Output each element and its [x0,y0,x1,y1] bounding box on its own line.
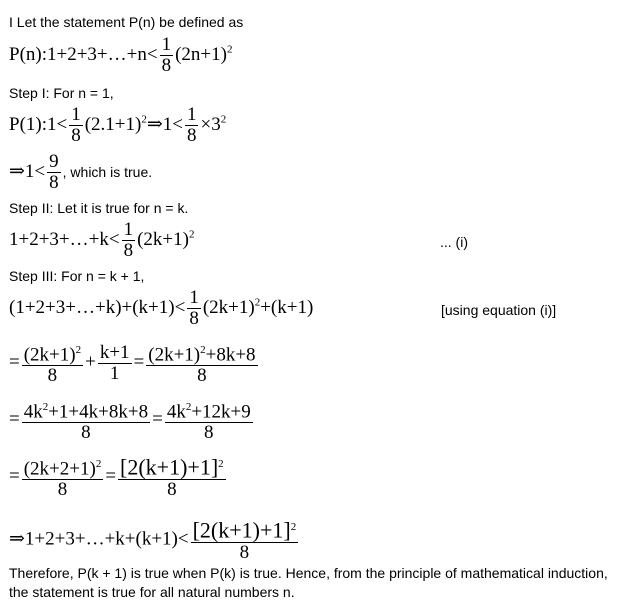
l1-fraction-a [22,340,83,386]
statement-rhs: (2n+1) [175,43,227,65]
l3-fraction-a [22,454,104,500]
step2-rhs: (2k+1) [137,228,189,250]
implies-equation [9,152,152,193]
equals-sign: = [133,351,145,373]
fraction-denominator: 8 [161,55,172,76]
step1-implies: ⇒1< [146,113,183,135]
derivation-line-2 [9,397,255,443]
equals-sign: = [9,465,20,487]
derivation-line-3 [9,454,228,500]
exponent: 2 [95,458,102,470]
fraction-denominator: 8 [22,422,150,443]
exponent: 2 [185,401,192,413]
plus-sign: + [85,351,96,373]
which-is-true-text: , which is true. [62,163,153,180]
equals-sign: = [9,351,20,373]
step1-fraction [69,105,83,146]
exponent: 2 [200,344,206,356]
l1-c-num-a: (2k+1) [148,344,201,366]
step2-label: Step II: Let it is true for n = k. [9,200,189,216]
step3-rhs: (2k+1) [202,296,255,318]
intro-text: I Let the statement P(n) be defined as [9,14,244,30]
exponent: 2 [220,113,227,126]
step2-equation [9,220,194,261]
exponent: 2 [218,458,224,470]
fraction-numerator [146,340,257,365]
step2-fraction [122,220,136,261]
exponent: 2 [254,296,261,309]
fraction-numerator [118,454,226,479]
step3-label: Step III: For n = k + 1, [9,268,145,284]
fraction-denominator: 8 [186,125,197,146]
step1-lhs: P(1):1< [9,113,68,135]
equation-reference-i: ... (i) [440,234,468,250]
l3-fraction-b [118,454,226,500]
nine-eighths-fraction [47,152,61,193]
fraction-denominator: 8 [49,172,59,193]
fraction-numerator [22,397,150,422]
fraction-denominator: 8 [191,542,299,563]
l3-a-numerator: (2k+2+1) [23,458,96,480]
l2-a-num-a: 4k [23,401,43,423]
fraction-numerator: 1 [123,219,134,240]
equals-sign: = [105,465,117,487]
fraction-numerator: 1 [161,34,172,55]
fraction-denominator: 1 [98,363,132,384]
fraction-denominator: 8 [71,125,81,146]
final-fraction [191,517,299,563]
conclusion-text: Therefore, P(k + 1) is true when P(k) is true. Hence, from the principle of mathematical induction, the statement is true for all natural numbers n. [9,565,608,600]
exponent: 2 [290,521,297,533]
statement-fraction [160,35,174,76]
fraction-denominator: 8 [118,479,226,500]
step3-lhs: (1+2+3+…+k)+(k+1)< [9,296,186,318]
fraction-numerator [22,454,104,479]
step1-equation [9,105,226,146]
equals-sign: = [152,408,163,430]
fraction-numerator: 1 [71,104,81,125]
fraction-numerator [22,340,83,365]
l1-a-numerator: (2k+1) [23,344,76,366]
fraction-denominator: 8 [189,308,199,329]
final-numerator: [2(k+1)+1] [192,517,291,543]
l1-c-num-b: +8k+8 [205,344,256,366]
step1-fraction-2 [185,105,199,146]
l1-fraction-c [146,340,257,386]
fraction-numerator [165,397,253,422]
l2-b-num-a: 4k [166,401,186,423]
step3-fraction [187,288,201,329]
fraction-denominator: 8 [165,422,253,443]
l2-fraction-b [165,397,253,443]
step2-lhs: 1+2+3+…+k< [9,228,120,250]
statement-lhs: P(n):1+2+3+…+n< [9,43,158,65]
step3-equation [9,288,313,329]
fraction-denominator: 8 [22,365,83,386]
using-equation-note: [using equation (i)] [441,302,557,318]
derivation-line-1 [9,340,260,386]
fraction-denominator: 8 [123,240,134,261]
exponent: 2 [42,401,49,413]
exponent: 2 [226,43,233,56]
final-lhs: ⇒1+2+3+…+k+(k+1)< [9,528,189,550]
l2-a-num-b: +1+4k+8k+8 [48,401,149,423]
exponent: 2 [75,344,82,356]
step3-tail: +(k+1) [260,296,314,318]
fraction-denominator: 8 [22,479,104,500]
fraction-denominator: 8 [146,365,257,386]
exponent: 2 [188,228,195,241]
statement-equation [9,35,232,76]
exponent: 2 [141,113,147,126]
fraction-numerator [191,517,299,542]
l2-fraction-a [22,397,150,443]
fraction-numerator: 1 [186,104,197,125]
fraction-numerator: k+1 [99,341,130,363]
fraction-numerator: 1 [189,287,199,308]
implies-lhs: ⇒1< [9,160,46,182]
l3-b-numerator: [2(k+1)+1] [120,454,219,480]
step1-times: ×3 [200,113,221,135]
final-equation [9,517,300,563]
l2-b-num-b: +12k+9 [191,401,251,423]
equals-sign: = [9,408,20,430]
step1-label: Step I: For n = 1, [9,85,114,101]
fraction-numerator: 9 [49,151,59,172]
step1-mid: (2.1+1) [84,113,142,135]
l1-fraction-b [98,343,132,384]
